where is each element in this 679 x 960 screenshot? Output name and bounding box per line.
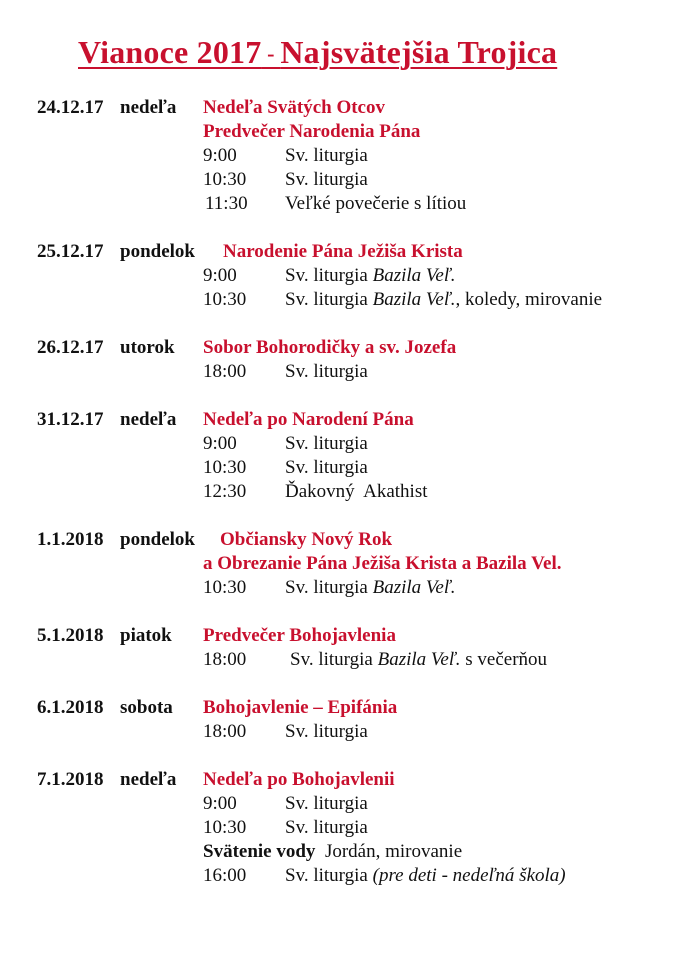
feast-title: Občiansky Nový Rok — [220, 529, 393, 550]
entry-day: sobota — [120, 697, 173, 718]
service-activity: Sv. liturgia — [285, 169, 368, 190]
entry-date: 25.12.17 — [37, 241, 104, 262]
title-part1: Vianoce 2017 — [78, 34, 262, 70]
service-activity: Sv. liturgia — [285, 721, 368, 742]
entry-day: nedeľa — [120, 769, 177, 790]
entry-day: piatok — [120, 625, 172, 646]
service-time: 9:00 — [203, 145, 237, 166]
service-activity: Sv. liturgia — [285, 817, 368, 838]
service-activity: Sv. liturgia (pre deti - nedeľná škola) — [285, 865, 566, 886]
service-time: 10:30 — [203, 817, 247, 838]
service-activity: Veľké povečerie s lítiou — [285, 193, 467, 214]
feast-title: a Obrezanie Pána Ježiša Krista a Bazila Vel. — [203, 553, 562, 574]
feast-title: Predvečer Narodenia Pána — [203, 121, 421, 142]
service-time: 18:00 — [203, 361, 247, 382]
service-label: Svätenie vody — [203, 841, 316, 862]
entry-date: 31.12.17 — [37, 409, 104, 430]
page-title — [78, 34, 557, 71]
feast-title: Bohojavlenie – Epifánia — [203, 697, 398, 718]
entry-day: utorok — [120, 337, 175, 358]
service-time: 9:00 — [203, 265, 237, 286]
feast-title: Narodenie Pána Ježiša Krista — [223, 241, 463, 262]
service-activity: Sv. liturgia Bazila Veľ. — [285, 265, 456, 286]
feast-title: Nedeľa po Bohojavlenii — [203, 769, 395, 790]
service-time: 18:00 — [203, 721, 247, 742]
service-time: 10:30 — [203, 169, 247, 190]
service-time: 10:30 — [203, 289, 247, 310]
entry-date: 26.12.17 — [37, 337, 104, 358]
entry-day: pondelok — [120, 241, 195, 262]
entry-date-row — [37, 96, 104, 120]
service-activity: Sv. liturgia Bazila Veľ., koledy, mirovanie — [285, 289, 603, 310]
entry-day: pondelok — [120, 529, 195, 550]
service-time: 10:30 — [203, 577, 247, 598]
service-activity: Sv. liturgia — [285, 361, 368, 382]
title-dash: - — [261, 41, 281, 66]
feast-title: Sobor Bohorodičky a sv. Jozefa — [203, 337, 457, 358]
feast-title: Nedeľa po Narodení Pána — [203, 409, 414, 430]
entry-day: nedeľa — [120, 97, 177, 118]
service-activity: Sv. liturgia Bazila Veľ. s večerňou — [290, 649, 548, 670]
entry-date: 24.12.17 — [37, 97, 104, 118]
service-activity: Sv. liturgia — [285, 793, 368, 814]
service-time: 11:30 — [205, 193, 248, 214]
service-activity: Sv. liturgia Bazila Veľ. — [285, 577, 456, 598]
service-time: 18:00 — [203, 649, 247, 670]
service-time: 10:30 — [203, 457, 247, 478]
entry-date: 6.1.2018 — [37, 697, 104, 718]
service-time: 9:00 — [203, 793, 237, 814]
title-part2: Najsvätejšia Trojica — [280, 34, 558, 70]
service-activity: Svätenie vody Jordán, mirovanie — [203, 841, 463, 862]
feast-title: Predvečer Bohojavlenia — [203, 625, 396, 646]
service-activity: Sv. liturgia — [285, 145, 368, 166]
service-activity: Sv. liturgia — [285, 457, 368, 478]
entry-date: 7.1.2018 — [37, 769, 104, 790]
service-time: 16:00 — [203, 865, 247, 886]
feast-title: Nedeľa Svätých Otcov — [203, 97, 385, 118]
entry-day: nedeľa — [120, 409, 177, 430]
service-time: 12:30 — [203, 481, 247, 502]
service-time: 9:00 — [203, 433, 237, 454]
service-activity: Ďakovný Akathist — [285, 481, 428, 502]
entry-date: 5.1.2018 — [37, 625, 104, 646]
entry-date: 1.1.2018 — [37, 529, 104, 550]
service-activity: Sv. liturgia — [285, 433, 368, 454]
